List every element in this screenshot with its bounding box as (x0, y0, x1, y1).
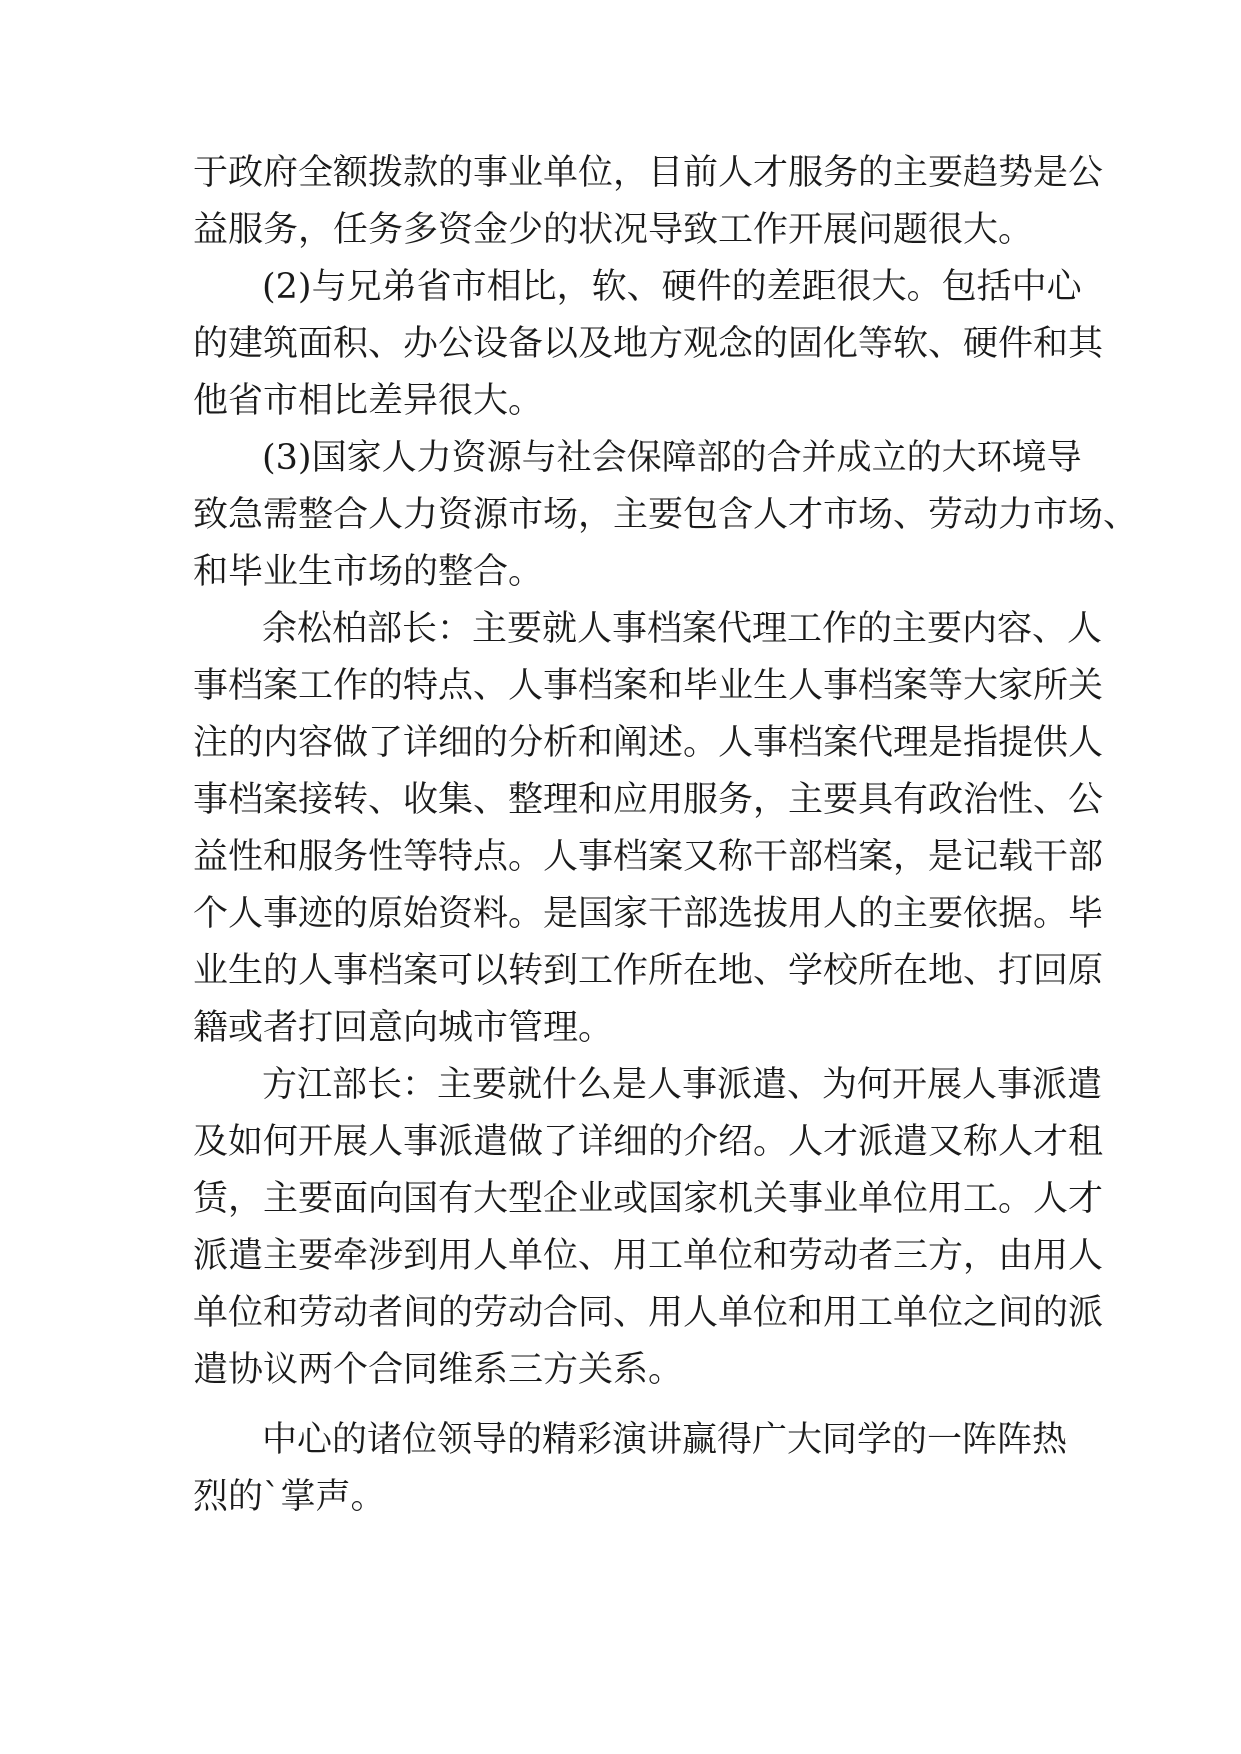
text-line: 注的内容做了详细的分析和阐述。人事档案代理是指提供人 (193, 723, 1104, 763)
text-line: 派遣主要牵涉到用人单位、用工单位和劳动者三方，由用人 (193, 1236, 1104, 1276)
text-line: 事档案工作的特点、人事档案和毕业生人事档案等大家所关 (193, 666, 1104, 706)
text-line: 籍或者打回意向城市管理。 (193, 1008, 614, 1048)
text-line: 的建筑面积、办公设备以及地方观念的固化等软、硬件和其 (193, 324, 1104, 364)
text-line: 和毕业生市场的整合。 (193, 552, 544, 592)
text-line: (3)国家人力资源与社会保障部的合并成立的大环境导 (262, 438, 1082, 478)
text-line: 余松柏部长：主要就人事档案代理工作的主要内容、人 (262, 609, 1103, 649)
text-line: 益性和服务性等特点。人事档案又称干部档案，是记载干部 (193, 837, 1104, 877)
text-line: 致急需整合人力资源市场，主要包含人才市场、劳动力市场、 (193, 495, 1139, 535)
text-line: 及如何开展人事派遣做了详细的介绍。人才派遣又称人才租 (193, 1122, 1104, 1162)
text-line: 个人事迹的原始资料。是国家干部选拔用人的主要依据。毕 (193, 894, 1104, 934)
text-line: 烈的`掌声。 (193, 1477, 386, 1517)
text-line: 单位和劳动者间的劳动合同、用人单位和用工单位之间的派 (193, 1293, 1104, 1333)
text-line: 遣协议两个合同维系三方关系。 (193, 1350, 684, 1390)
text-line: 他省市相比差异很大。 (193, 381, 544, 421)
text-line: 益服务，任务多资金少的状况导致工作开展问题很大。 (193, 210, 1034, 250)
text-line: 方江部长：主要就什么是人事派遣、为何开展人事派遣 (262, 1065, 1103, 1105)
text-line: 事档案接转、收集、整理和应用服务，主要具有政治性、公 (193, 780, 1104, 820)
text-line: 于政府全额拨款的事业单位，目前人才服务的主要趋势是公 (193, 153, 1104, 193)
text-line: 赁，主要面向国有大型企业或国家机关事业单位用工。人才 (193, 1179, 1104, 1219)
text-line: 中心的诸位领导的精彩演讲赢得广大同学的一阵阵热 (262, 1420, 1068, 1460)
text-line: 业生的人事档案可以转到工作所在地、学校所在地、打回原 (193, 951, 1104, 991)
text-line: (2)与兄弟省市相比，软、硬件的差距很大。包括中心 (262, 267, 1082, 307)
